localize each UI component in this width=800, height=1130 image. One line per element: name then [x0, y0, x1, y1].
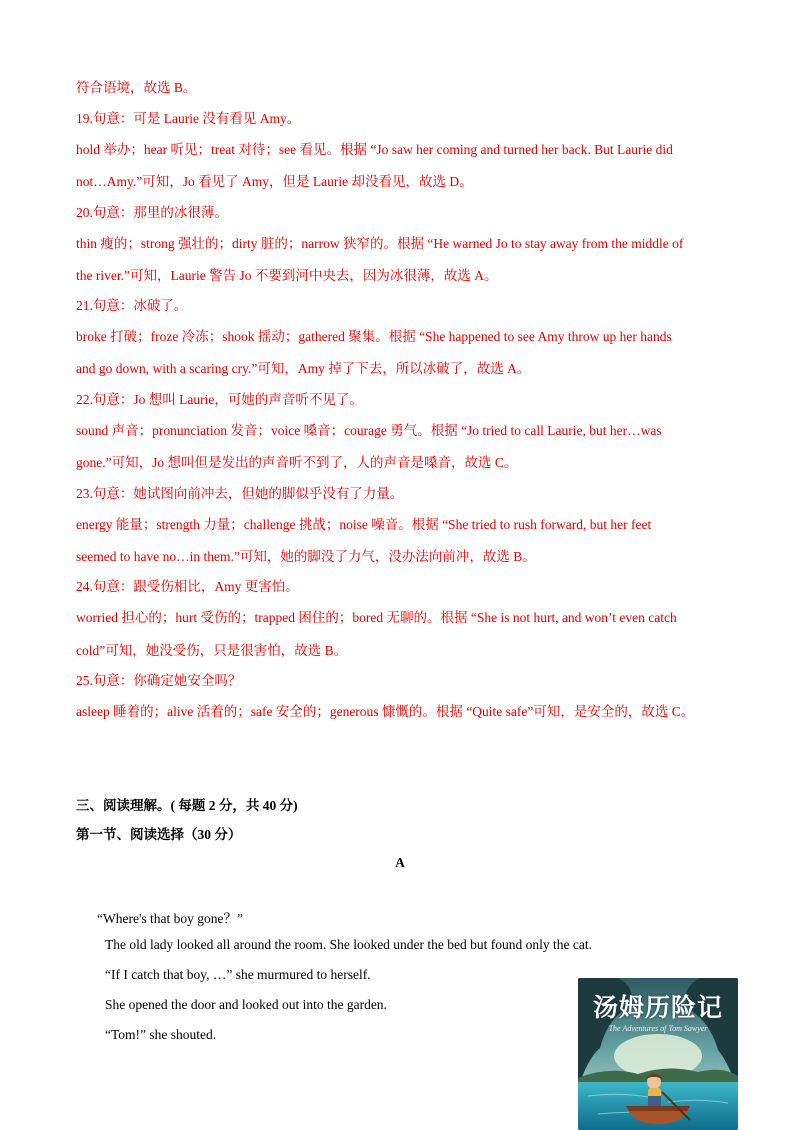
explanation-line: worried 担心的；hurt 受伤的；trapped 困住的；bored 无聊的。根据 “She is not hurt, and won’t even catch: [76, 610, 677, 625]
explanation-line: energy 能量；strength 力量；challenge 挑战；noise 噪音。根据 “She tried to rush forward, but her feet: [76, 517, 652, 532]
explanation-line: 22.句意：Jo 想叫 Laurie，可她的声音听不见了。: [76, 392, 363, 407]
story-line: She opened the door and looked out into the garden.: [105, 997, 387, 1012]
explanation-line: cold”可知，她没受伤，只是很害怕，故选 B。: [76, 643, 348, 658]
explanation-line: the river.”可知，Laurie 警告 Jo 不要到河中央去，因为冰很薄，故选 A。: [76, 268, 498, 283]
book-cover-title: 汤姆历险记: [592, 993, 723, 1022]
explanation-line: thin 瘦的；strong 强壮的；dirty 脏的；narrow 狭窄的。根据 “He warned Jo to stay away from the middle of: [76, 236, 684, 251]
explanation-line: asleep 睡着的；alive 活着的；safe 安全的；generous 慷慨的。根据 “Quite safe”可知，是安全的，故选 C。: [76, 704, 695, 719]
story-line: “Tom!” she shouted.: [105, 1027, 217, 1042]
passage-label: A: [395, 855, 405, 870]
explanation-line: 21.句意：冰破了。: [76, 298, 188, 313]
book-cover-subtitle: The Adventures of Tom Sawyer: [608, 1024, 708, 1033]
story-line: The old lady looked all around the room. She looked under the bed but found only the cat.: [105, 937, 593, 952]
explanation-line: 20.句意：那里的冰很薄。: [76, 205, 228, 220]
explanation-line: not…Amy.”可知，Jo 看见了 Amy，但是 Laurie 却没看见，故选 D。: [76, 174, 473, 189]
explanation-line: and go down, with a scaring cry.”可知，Amy 掉了下去，所以冰破了，故选 A。: [76, 361, 531, 376]
section-subheading: 第一节、阅读选择（30 分）: [76, 827, 242, 842]
explanation-line: gone.”可知，Jo 想叫但是发出的声音听不到了，人的声音是嗓音，故选 C。: [76, 455, 518, 470]
explanation-line: hold 举办；hear 听见；treat 对待；see 看见。根据 “Jo saw her coming and turned her back. But Laurie did: [76, 142, 673, 157]
explanation-line: sound 声音；pronunciation 发音；voice 嗓音；courage 勇气。根据 “Jo tried to call Laurie, but her…was: [76, 423, 662, 438]
explanation-line: 19.句意：可是 Laurie 没有看见 Amy。: [76, 111, 301, 126]
explanation-line: 23.句意：她试图向前冲去，但她的脚似乎没有了力量。: [76, 486, 404, 501]
explanation-line: broke 打破；froze 冷冻；shook 摇动；gathered 聚集。根据 “She happened to see Amy throw up her hands: [76, 329, 672, 344]
book-cover-image: [578, 978, 738, 1130]
section-heading: 三、阅读理解。( 每题 2 分，共 40 分): [76, 798, 298, 813]
explanation-line: seemed to have no…in them.”可知，她的脚没了力气，没办法向前冲，故选 B。: [76, 549, 536, 564]
story-line: “Where's that boy gone？”: [97, 911, 244, 926]
explanation-line: 符合语境，故选 B。: [76, 80, 197, 95]
story-line: “If I catch that boy, …” she murmured to herself.: [105, 967, 371, 982]
explanation-line: 24.句意：跟受伤相比，Amy 更害怕。: [76, 579, 299, 594]
explanation-line: 25.句意：你确定她安全吗？: [76, 673, 242, 688]
